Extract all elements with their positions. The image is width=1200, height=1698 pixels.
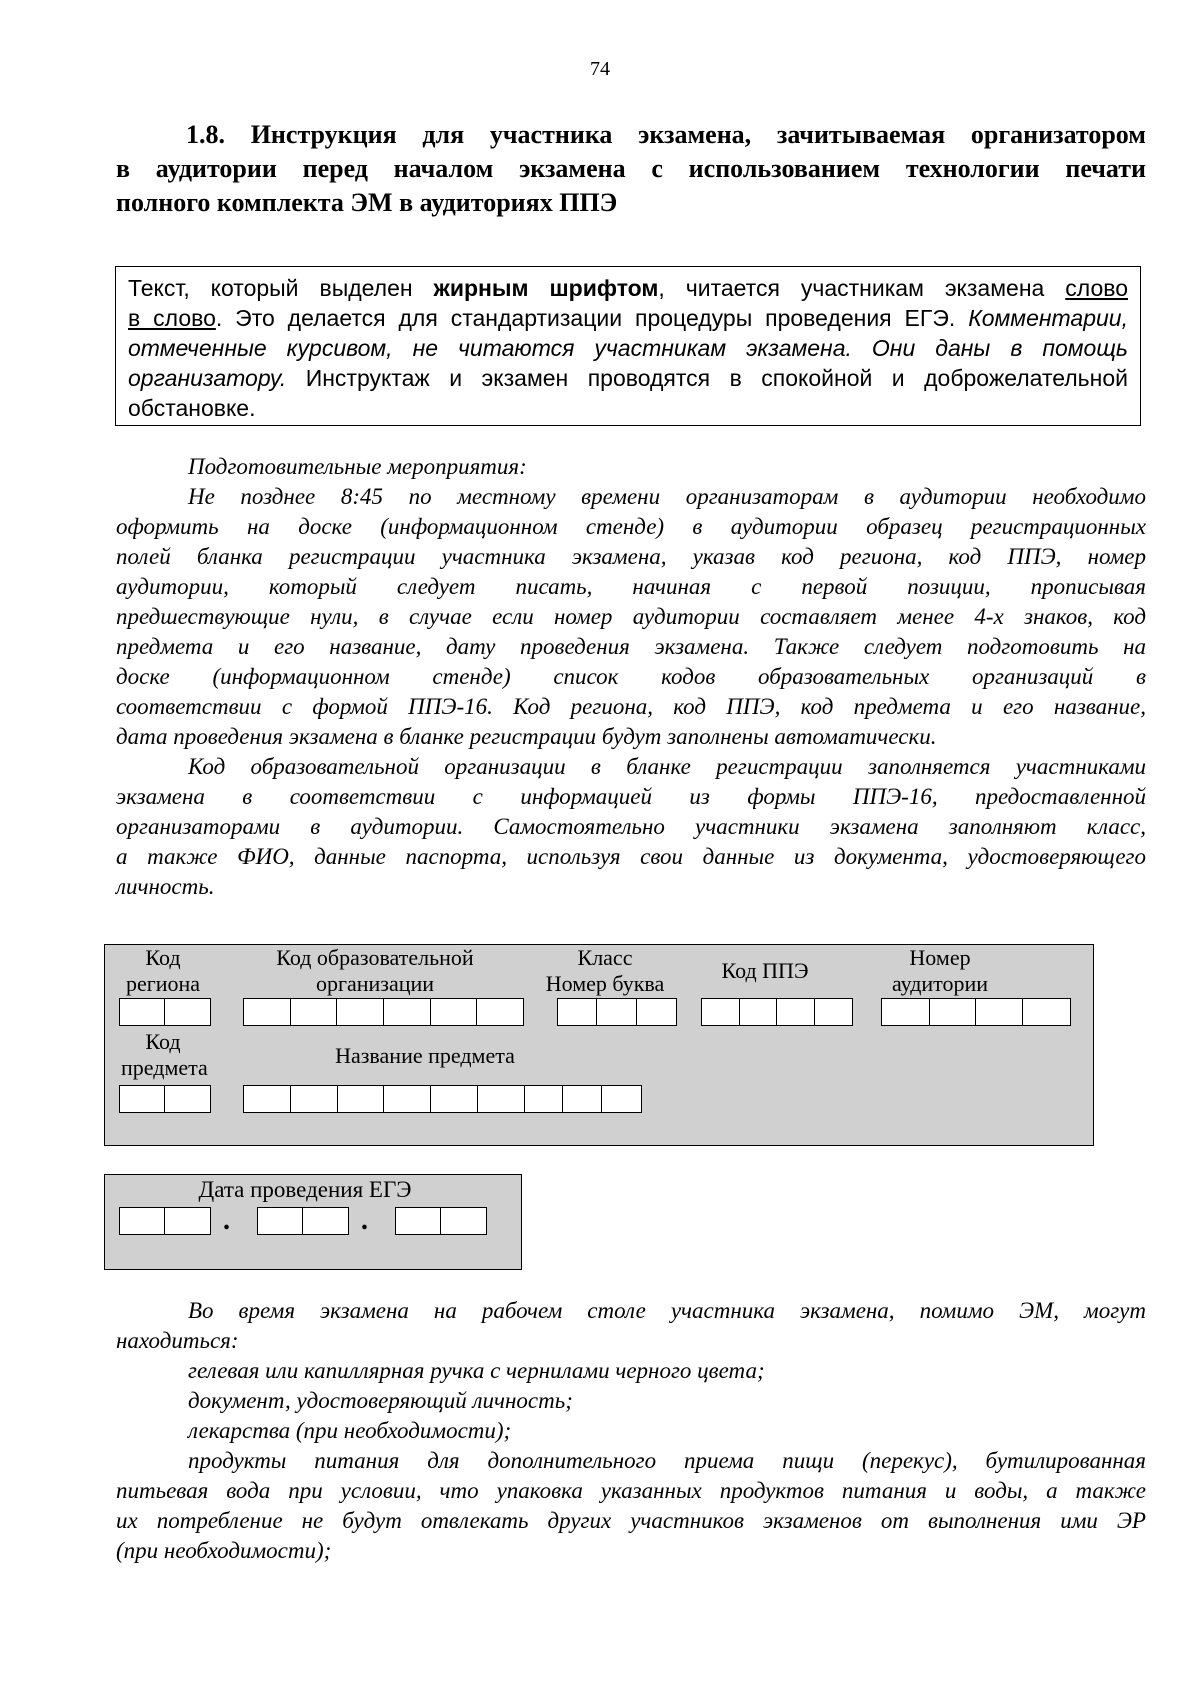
input-cell[interactable] xyxy=(303,1208,348,1234)
prep-line: предшествующие нули, в случае если номер аудитории составляет менее 4-х знаков, код xyxy=(116,604,1146,629)
input-cell[interactable] xyxy=(120,1208,165,1234)
prep-line: экзамена в соответствии с информацией из формы ППЭ-16, предоставленной xyxy=(116,784,1146,809)
date-separator: . xyxy=(361,1205,368,1236)
notice-text: , читается участникам экзамена xyxy=(658,275,1066,301)
notice-line-1 xyxy=(128,273,1128,303)
input-cell[interactable] xyxy=(563,1086,602,1112)
input-cell[interactable] xyxy=(777,999,815,1025)
label-line: Номер xyxy=(909,945,971,970)
prep-line: личность. xyxy=(116,874,215,899)
exam-date-label: Дата проведения ЕГЭ xyxy=(198,1177,412,1202)
input-cell[interactable] xyxy=(337,999,384,1025)
input-cell[interactable] xyxy=(396,1208,441,1234)
subject-code-label xyxy=(121,1029,208,1081)
title-line-1: 1.8. Инструкция для участника экзамена, зачитываемая организатором xyxy=(186,120,1146,149)
input-cell[interactable] xyxy=(165,999,210,1025)
input-cell[interactable] xyxy=(602,1086,641,1112)
subject-name-cells[interactable] xyxy=(243,1085,642,1113)
input-cell[interactable] xyxy=(338,1086,385,1112)
notice-text: . Это делается для стандартизации процедуры проведения ЕГЭ. xyxy=(215,305,969,331)
prep-line: соответствии с формой ППЭ-16. Код региона, код ППЭ, код предмета и его название, xyxy=(116,694,1146,719)
label-line: аудитории xyxy=(891,971,989,996)
date-month-cells[interactable] xyxy=(257,1207,349,1235)
exam-list-item: лекарства (при необходимости); xyxy=(188,1418,512,1443)
input-cell[interactable] xyxy=(478,1086,525,1112)
notice-line-5: обстановке. xyxy=(128,395,256,421)
input-cell[interactable] xyxy=(431,999,478,1025)
input-cell[interactable] xyxy=(815,999,852,1025)
page-number: 74 xyxy=(590,58,610,80)
input-cell[interactable] xyxy=(740,999,778,1025)
exam-date-form-sample xyxy=(104,1174,522,1270)
prep-line: Код образовательной организации в бланке регистрации заполняется участниками xyxy=(188,754,1146,779)
prep-line: оформить на доске (информационном стенде) в аудитории образец регистрационных xyxy=(116,514,1146,539)
exam-line: питьевая вода при условии, что упаковка указанных продуктов питания и воды, а также xyxy=(116,1478,1146,1503)
label-line: Класс xyxy=(577,945,633,970)
prep-line: дата проведения экзамена в бланке регистрации будут заполнены автоматически. xyxy=(116,724,937,749)
label-line: региона xyxy=(125,971,201,996)
class-label xyxy=(535,945,675,997)
notice-underlined-text: слово xyxy=(1065,275,1128,301)
input-cell[interactable] xyxy=(258,1208,303,1234)
class-cells[interactable] xyxy=(557,998,677,1026)
auditorium-number-cells[interactable] xyxy=(881,998,1071,1026)
title-line-3: полного комплекта ЭМ в аудиториях ППЭ xyxy=(116,188,618,217)
auditorium-number-label xyxy=(865,945,1015,997)
input-cell[interactable] xyxy=(558,999,597,1025)
prep-line: аудитории, который следует писать, начиная с первой позиции, прописывая xyxy=(116,574,1146,599)
exam-line: находиться: xyxy=(116,1328,239,1353)
prep-line: предмета и его название, дату проведения экзамена. Также следует подготовить на xyxy=(116,634,1146,659)
preparation-section xyxy=(116,452,1146,902)
label-line: предмета xyxy=(121,1055,208,1080)
title-line-2: в аудитории перед началом экзамена с использованием технологии печати xyxy=(116,154,1146,183)
input-cell[interactable] xyxy=(384,999,431,1025)
notice-italic-text: организатору. xyxy=(128,365,287,391)
input-cell[interactable] xyxy=(244,999,291,1025)
input-cell[interactable] xyxy=(882,999,930,1025)
input-cell[interactable] xyxy=(525,1086,564,1112)
notice-line-4 xyxy=(128,363,1128,393)
region-code-cells[interactable] xyxy=(119,998,211,1026)
input-cell[interactable] xyxy=(120,999,165,1025)
prep-line: доске (информационном стенде) список кодов образовательных организаций в xyxy=(116,664,1146,689)
exam-desk-section xyxy=(116,1296,1146,1566)
prep-line: Не позднее 8:45 по местному времени организаторам в аудитории необходимо xyxy=(188,484,1146,509)
notice-line-2 xyxy=(128,303,1128,333)
exam-list-item: продукты питания для дополнительного приема пищи (перекус), бутилированная xyxy=(188,1448,1146,1473)
notice-underlined-text: в слово xyxy=(128,305,216,331)
input-cell[interactable] xyxy=(291,999,338,1025)
date-year-cells[interactable] xyxy=(395,1207,487,1235)
prep-line: организаторами в аудитории. Самостоятельно участники экзамена заполняют класс, xyxy=(116,814,1146,839)
label-line: Код xyxy=(145,1029,181,1054)
input-cell[interactable] xyxy=(291,1086,338,1112)
region-code-label xyxy=(121,945,205,997)
registration-form-sample xyxy=(104,944,1094,1146)
input-cell[interactable] xyxy=(244,1086,291,1112)
input-cell[interactable] xyxy=(637,999,676,1025)
input-cell[interactable] xyxy=(431,1086,478,1112)
ppe-code-label: Код ППЭ xyxy=(721,958,809,983)
notice-text: Инструктаж и экзамен проводятся в спокойной и доброжелательной xyxy=(286,365,1128,391)
input-cell[interactable] xyxy=(1023,999,1070,1025)
input-cell[interactable] xyxy=(976,999,1023,1025)
notice-text: Текст, который выделен xyxy=(128,275,434,301)
exam-list-item: документ, удостоверяющий личность; xyxy=(188,1388,573,1413)
label-line: организации xyxy=(315,971,435,996)
input-cell[interactable] xyxy=(384,1086,431,1112)
notice-italic-text: Комментарии, xyxy=(968,305,1128,331)
date-day-cells[interactable] xyxy=(119,1207,211,1235)
instruction-notice-box xyxy=(115,266,1141,426)
label-line: Код xyxy=(145,945,181,970)
exam-line: Во время экзамена на рабочем столе участника экзамена, помимо ЭМ, могут xyxy=(188,1298,1146,1323)
exam-list-item: гелевая или капиллярная ручка с чернилами черного цвета; xyxy=(188,1358,765,1383)
date-separator: . xyxy=(223,1205,230,1236)
label-line: Код образовательной xyxy=(276,945,474,970)
section-title xyxy=(116,118,1146,220)
input-cell[interactable] xyxy=(597,999,636,1025)
input-cell[interactable] xyxy=(441,1208,486,1234)
label-line: Номер буква xyxy=(545,971,665,996)
org-code-cells[interactable] xyxy=(243,998,524,1026)
ppe-code-cells[interactable] xyxy=(701,998,853,1026)
input-cell[interactable] xyxy=(165,1208,210,1234)
notice-bold-text: жирным шрифтом xyxy=(433,275,659,301)
subject-code-cells[interactable] xyxy=(119,1085,211,1113)
input-cell[interactable] xyxy=(930,999,977,1025)
input-cell[interactable] xyxy=(702,999,740,1025)
input-cell[interactable] xyxy=(165,1086,210,1112)
exam-line: (при необходимости); xyxy=(116,1538,332,1563)
input-cell[interactable] xyxy=(120,1086,165,1112)
org-code-label xyxy=(235,945,515,997)
prep-line: полей бланка регистрации участника экзамена, указав код региона, код ППЭ, номер xyxy=(116,544,1146,569)
prep-line: а также ФИО, данные паспорта, используя свои данные из документа, удостоверяющего xyxy=(116,844,1146,869)
subject-name-label: Название предмета xyxy=(335,1043,515,1068)
input-cell[interactable] xyxy=(477,999,523,1025)
prep-heading: Подготовительные мероприятия: xyxy=(188,454,527,479)
notice-line-3: отмеченные курсивом, не читаются участникам экзамена. Они даны в помощь xyxy=(128,335,1128,361)
exam-line: их потребление не будут отвлекать других участников экзаменов от выполнения ими ЭР xyxy=(116,1508,1146,1533)
